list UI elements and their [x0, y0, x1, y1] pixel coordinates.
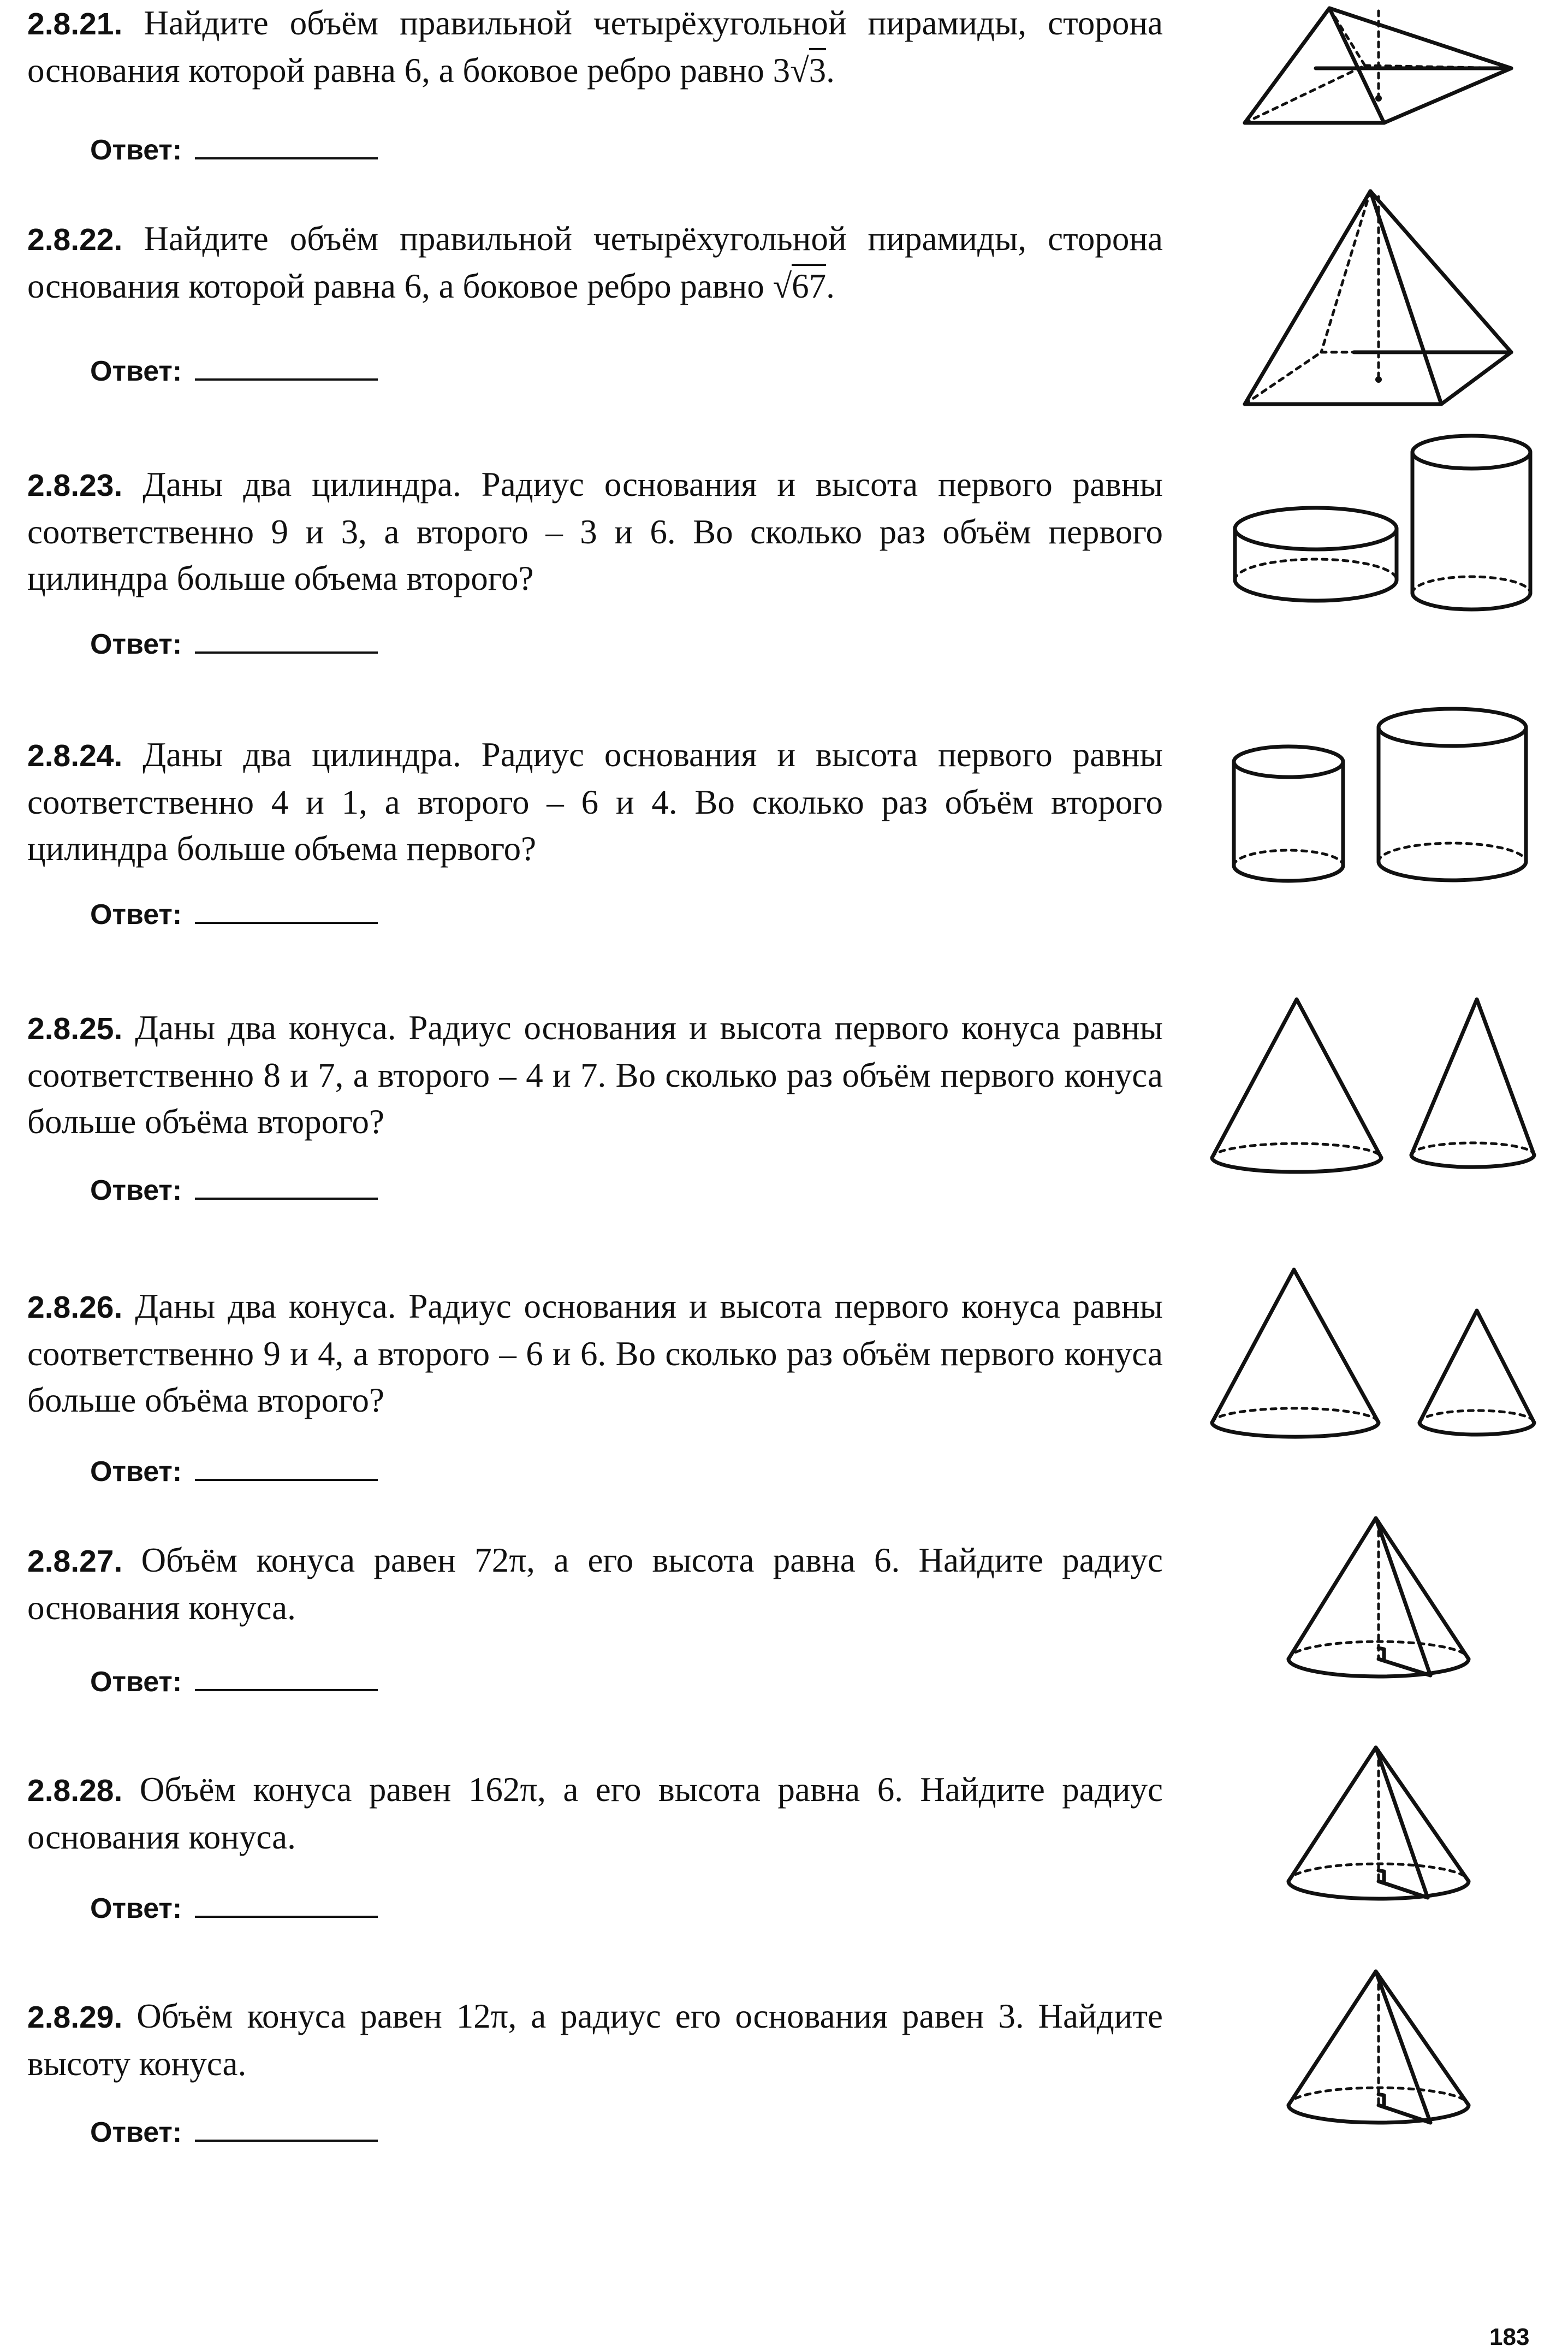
problem-2-8-29	[27, 1993, 1163, 2087]
cone-icon	[1272, 1966, 1490, 2141]
answer-field[interactable]: Ответ:	[90, 1174, 378, 1207]
answer-blank[interactable]	[195, 357, 378, 381]
problem-number: 2.8.27.	[27, 1544, 123, 1579]
answer-blank[interactable]	[195, 900, 378, 924]
problem-text: 2.8.28. Объём конуса равен 162π, а его высота равна 6. Найдите радиус основания конуса.	[27, 1770, 1163, 1856]
problem-number: 2.8.28.	[27, 1773, 123, 1808]
answer-field[interactable]: Ответ:	[90, 134, 378, 167]
problem-text: 2.8.25. Даны два конуса. Радиус основания и высота первого конуса равны соответственно 8 и 7, а второго – 4 и 7. Во сколько раз объём первого конуса больше объёма второго?	[27, 1009, 1163, 1141]
problem-2-8-21	[27, 0, 1163, 94]
problem-number: 2.8.21.	[27, 7, 123, 42]
answer-blank[interactable]	[195, 135, 378, 159]
answer-field[interactable]: Ответ:	[90, 1892, 378, 1925]
problem-2-8-24	[27, 732, 1163, 872]
problem-text: 2.8.29. Объём конуса равен 12π, а радиус его основания равен 3. Найдите высоту конуса.	[27, 1997, 1163, 2083]
answer-blank[interactable]	[195, 2118, 378, 2142]
answer-field[interactable]: Ответ:	[90, 2116, 378, 2149]
answer-blank[interactable]	[195, 630, 378, 654]
problem-text: 2.8.26. Даны два конуса. Радиус основания и высота первого конуса равны соответственно 9 и 4, а второго – 6 и 6. Во сколько раз объём первого конуса больше объёма второго?	[27, 1287, 1163, 1419]
problem-2-8-27	[27, 1537, 1163, 1631]
cone-icon	[1272, 1742, 1490, 1917]
problem-text: 2.8.27. Объём конуса равен 72π, а его высота равна 6. Найдите радиус основания конуса.	[27, 1541, 1163, 1627]
answer-blank[interactable]	[195, 1176, 378, 1200]
two-cylinders-icon	[1228, 704, 1540, 885]
problem-text: 2.8.21. Найдите объём правильной четырёхугольной пирамиды, сторона основания которой равна 6, а боковое ребро равно 3√3.	[27, 4, 1163, 90]
problem-2-8-25	[27, 1005, 1163, 1145]
page-number: 183	[1489, 2324, 1530, 2350]
answer-blank[interactable]	[195, 1667, 378, 1691]
answer-field[interactable]: Ответ:	[90, 1666, 378, 1698]
problem-number: 2.8.24.	[27, 738, 123, 773]
problem-text: 2.8.23. Даны два цилиндра. Радиус основания и высота первого равны соответственно 9 и 3, а второго – 3 и 6. Во сколько раз объём первого цилиндра больше объема второго?	[27, 465, 1163, 597]
two-cones-icon	[1201, 1261, 1545, 1447]
two-cylinders-icon	[1223, 431, 1540, 612]
cone-icon	[1272, 1513, 1490, 1687]
answer-field[interactable]: Ответ:	[90, 898, 378, 931]
problem-2-8-22	[27, 216, 1163, 310]
pyramid-icon	[1239, 186, 1523, 410]
pyramid-icon	[1239, 0, 1523, 137]
problem-number: 2.8.22.	[27, 222, 123, 257]
answer-blank[interactable]	[195, 1457, 378, 1481]
problem-2-8-23	[27, 461, 1163, 602]
answer-field[interactable]: Ответ:	[90, 355, 378, 388]
problem-2-8-28	[27, 1767, 1163, 1861]
answer-blank[interactable]	[195, 1894, 378, 1918]
problem-number: 2.8.29.	[27, 2000, 123, 2035]
problem-text: 2.8.24. Даны два цилиндра. Радиус основания и высота первого равны соответственно 4 и 1, а второго – 6 и 4. Во сколько раз объём второго цилиндра больше объема первого?	[27, 736, 1163, 868]
problem-2-8-26	[27, 1283, 1163, 1424]
problem-number: 2.8.26.	[27, 1290, 123, 1325]
answer-field[interactable]: Ответ:	[90, 628, 378, 661]
problem-text: 2.8.22. Найдите объём правильной четырёхугольной пирамиды, сторона основания которой равна 6, а боковое ребро равно √67.	[27, 220, 1163, 305]
two-cones-icon	[1201, 988, 1545, 1180]
problem-number: 2.8.25.	[27, 1011, 123, 1046]
answer-field[interactable]: Ответ:	[90, 1455, 378, 1488]
problem-number: 2.8.23.	[27, 468, 123, 503]
